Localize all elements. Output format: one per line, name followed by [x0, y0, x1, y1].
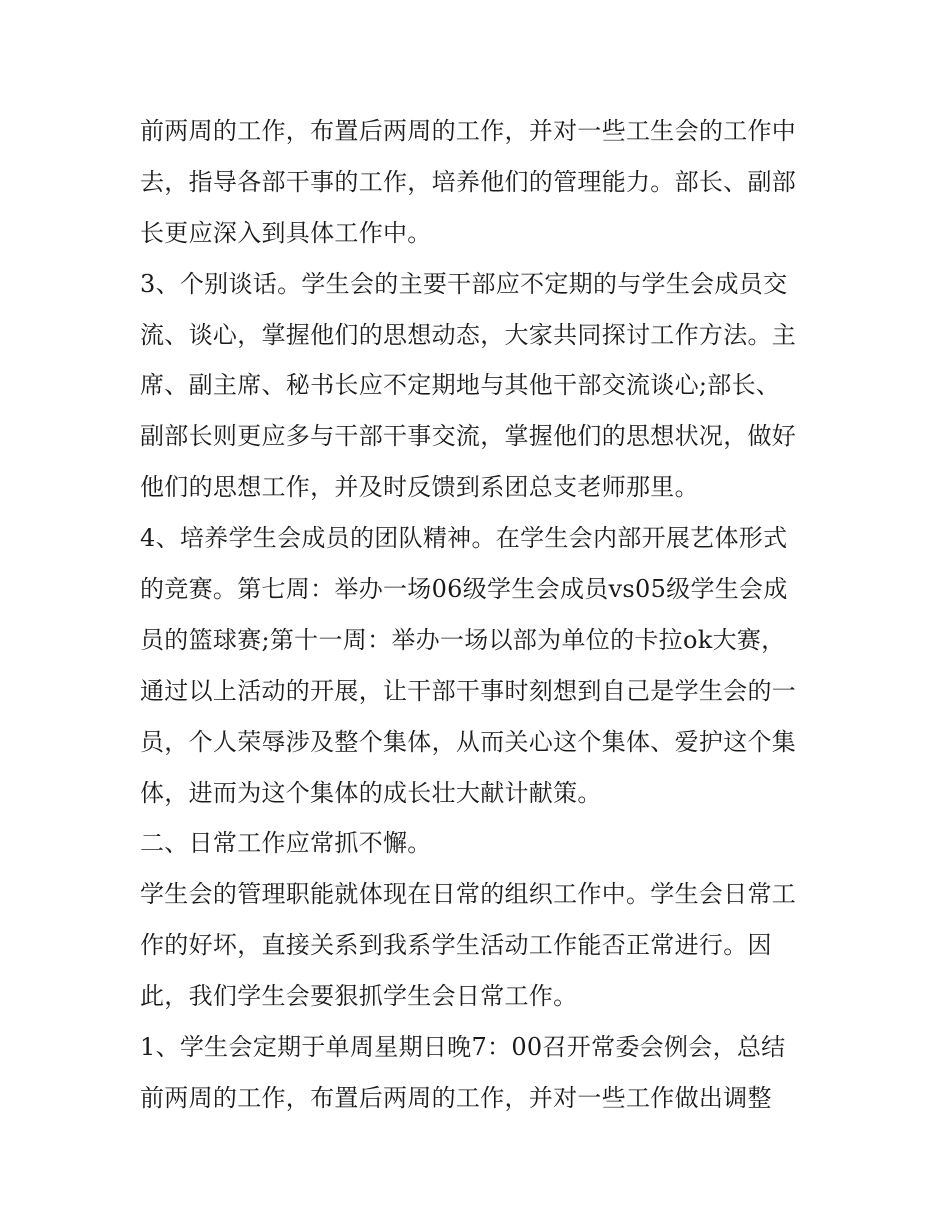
text-line: 学生会的管理职能就体现在日常的组织工作中。学生会日常工: [140, 880, 797, 909]
document-body: [140, 106, 812, 1124]
text-line: 副部长则更应多与干部干事交流，掌握他们的思想状况，做好: [140, 422, 797, 451]
text-line: 员，个人荣辱涉及整个集体，从而关心这个集体、爱护这个集: [140, 727, 797, 756]
text-line: 3、个别谈话。学生会的主要干部应不定期的与学生会成员交: [140, 269, 788, 298]
text-line: 作的好坏，直接关系到我系学生活动工作能否正常进行。因: [140, 931, 772, 960]
text-line: 去，指导各部干事的工作，培养他们的管理能力。部长、副部: [140, 167, 797, 196]
text-line: 4、培养学生会成员的团队精神。在学生会内部开展艺体形式: [140, 524, 788, 553]
text-line: 前两周的工作，布置后两周的工作，并对一些工生会的工作中: [140, 117, 797, 145]
text-line: 他们的思想工作，并及时反馈到系团总支老师那里。: [140, 473, 699, 502]
section-heading: 二、日常工作应常抓不懈。: [140, 829, 432, 858]
text-line: 员的篮球赛;第十一周：举办一场以部为单位的卡拉ok大赛，: [140, 625, 786, 654]
text-line: 体，进而为这个集体的成长壮大献计献策。: [140, 778, 602, 807]
text-line: 长更应深入到具体工作中。: [140, 218, 432, 247]
text-line: 的竞赛。第七周：举办一场06级学生会成员vs05级学生会成: [140, 575, 788, 604]
text-line: 席、副主席、秘书长应不定期地与其他干部交流谈心;部长、: [140, 371, 781, 400]
text-line: 1、学生会定期于单周星期日晚7：00召开常委会例会，总结: [140, 1033, 786, 1062]
text-line: 通过以上活动的开展，让干部干事时刻想到自己是学生会的一: [140, 676, 797, 705]
text-line: 流、谈心，掌握他们的思想动态，大家共同探讨工作方法。主: [140, 320, 797, 349]
text-line: 前两周的工作，布置后两周的工作，并对一些工作做出调整: [140, 1083, 772, 1112]
text-line: 此，我们学生会要狠抓学生会日常工作。: [140, 982, 578, 1011]
